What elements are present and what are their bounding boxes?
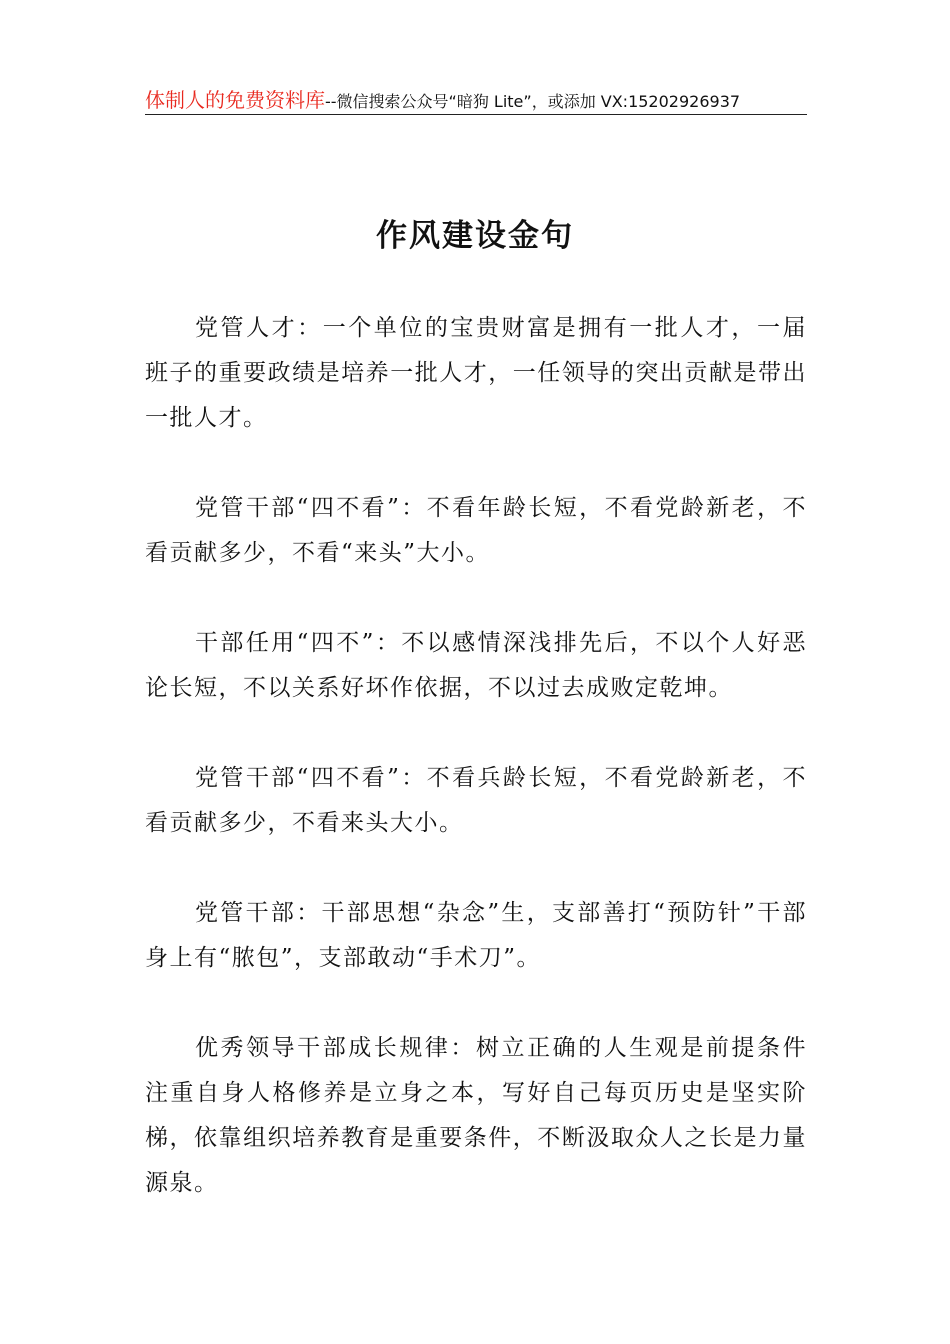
paragraph: 优秀领导干部成长规律：树立正确的人生观是前提条件注重自身人格修养是立身之本，写好自己每页历史是坚实阶梯，依靠组织培养教育是重要条件，不断汲取众人之长是力量源泉。 — [145, 1035, 807, 1196]
paragraph: 党管干部：干部思想“杂念”生，支部善打“预防针”干部身上有“脓包”，支部敢动“手术刀”。 — [145, 900, 807, 971]
document-title: 作风建设金句 — [376, 218, 574, 254]
paragraph: 党管人才：一个单位的宝贵财富是拥有一批人才，一届班子的重要政绩是培养一批人才，一任领导的突出贡献是带出一批人才。 — [145, 315, 807, 431]
paragraph: 党管干部“四不看”：不看年龄长短，不看党龄新老，不看贡献多少，不看“来头”大小。 — [145, 495, 807, 566]
header-brand: 体制人的免费资料库 — [145, 88, 325, 112]
page-header — [145, 84, 807, 115]
paragraph: 干部任用“四不”：不以感情深浅排先后，不以个人好恶论长短，不以关系好坏作依据，不以过去成败定乾坤。 — [145, 630, 807, 701]
paragraph: 党管干部“四不看”：不看兵龄长短，不看党龄新老，不看贡献多少，不看来头大小。 — [145, 765, 807, 836]
document-body — [145, 306, 807, 1251]
header-info: --微信搜索公众号“暗狗 Lite”，或添加 VX:15202926937 — [325, 92, 741, 111]
